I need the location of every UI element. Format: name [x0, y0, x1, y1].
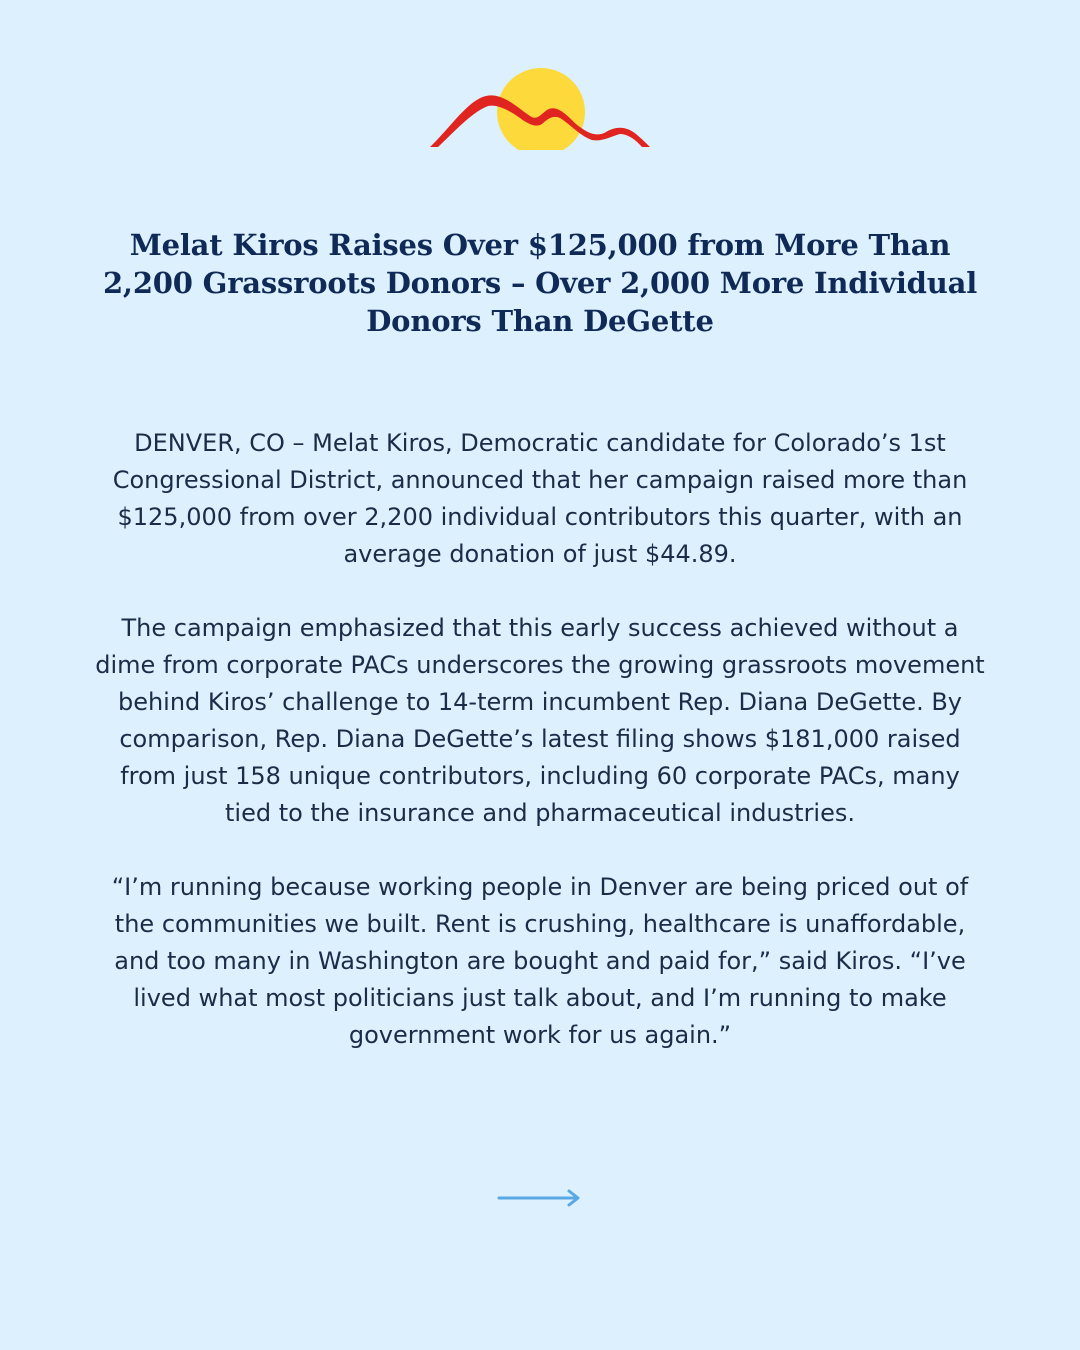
- article-body: [95, 425, 985, 1091]
- paragraph-intro: DENVER, CO – Melat Kiros, Democratic candidate for Colorado’s 1st Congressional District, announced that her campaign raised more than $125,000 from over 2,200 individual contributors this quarter, with an average donation of just $44.89.: [112, 429, 968, 568]
- paragraph-quote: “I’m running because working people in Denver are being priced out of the communities we built. Rent is crushing, healthcare is unaffordable, and too many in Washington are bought and paid for,” said Kiros. “I’ve lived what most politicians just talk about, and I’m running to make government work for us again.”: [111, 873, 969, 1049]
- paragraph-comparison: The campaign emphasized that this early success achieved without a dime from corporate PACs underscores the growing grassroots movement behind Kiros’ challenge to 14-term incumbent Rep. Diana DeGette. By comparison, Rep. Diana DeGette’s latest filing shows $181,000 raised from just 158 unique contributors, including 60 corporate PACs, many tied to the insurance and pharmaceutical industries.: [95, 614, 985, 827]
- headline: Melat Kiros Raises Over $125,000 from More Than 2,200 Grassroots Donors – Over 2,000 More Individual Donors Than DeGette: [102, 228, 978, 338]
- sun-over-mountains-logo: [430, 66, 650, 150]
- right-arrow-icon[interactable]: [497, 1188, 583, 1208]
